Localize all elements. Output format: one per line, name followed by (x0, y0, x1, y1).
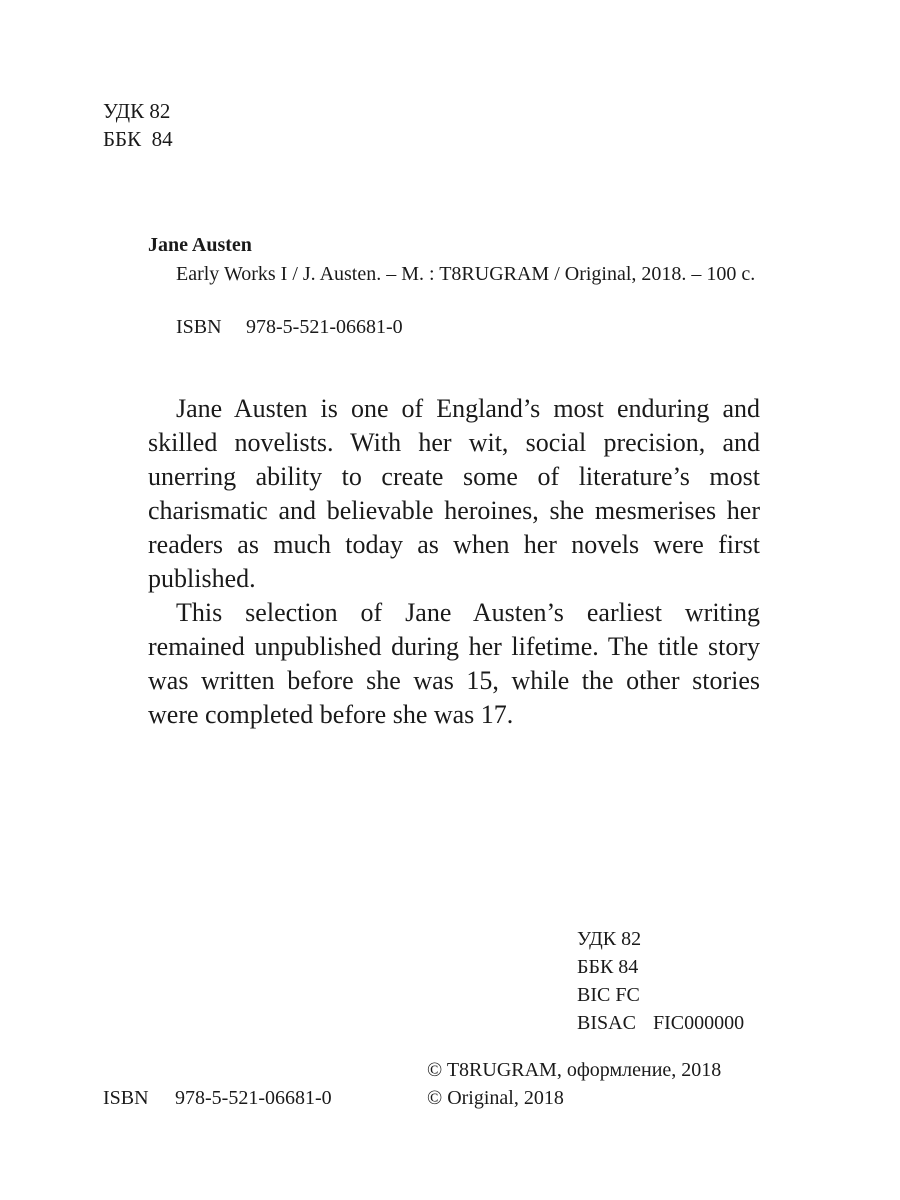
isbn-line (148, 313, 760, 342)
classification-codes-top (103, 97, 173, 153)
annotation (148, 392, 760, 732)
copyright-line: © T8RUGRAM, оформление, 2018 (427, 1059, 722, 1081)
bibliographic-record (148, 231, 760, 342)
annotation-paragraph: Jane Austen is one of England’s most enduring and skilled novelists. With her wit, social precision, and unerring ability to create some of literature’s most charismatic and believable heroines, she mesmerises her readers as much today as when her novels were first published. (148, 394, 760, 593)
copyright-line: © Original, 2018 (427, 1087, 564, 1109)
copyright-notice (427, 1056, 721, 1112)
classification-codes-bottom (577, 925, 744, 1037)
isbn-label: ISBN (103, 1087, 149, 1109)
bisac-label: BISAC (577, 1012, 636, 1034)
udk-code: УДК 82 (103, 99, 171, 123)
author-name: Jane Austen (148, 234, 252, 256)
annotation-paragraph: This selection of Jane Austen’s earliest writing remained unpublished during her lifetime. The title story was written before she was 15, while the other stories were completed before she was 17. (148, 598, 760, 729)
bbk-code: ББК 84 (103, 127, 173, 151)
bisac-line (577, 1009, 744, 1037)
bbk-code: ББК 84 (577, 956, 639, 978)
bibliographic-entry: Early Works I / J. Austen. – M. : T8RUGRAM / Original, 2018. – 100 с. (176, 263, 756, 285)
bic-code: BIC FC (577, 984, 640, 1006)
isbn-label: ISBN (176, 316, 222, 338)
isbn-value: 978-5-521-06681-0 (175, 1087, 332, 1109)
bisac-value: FIC000000 (653, 1012, 745, 1034)
udk-code: УДК 82 (577, 928, 642, 950)
isbn-value: 978-5-521-06681-0 (246, 316, 403, 338)
isbn-footer (103, 1084, 332, 1112)
